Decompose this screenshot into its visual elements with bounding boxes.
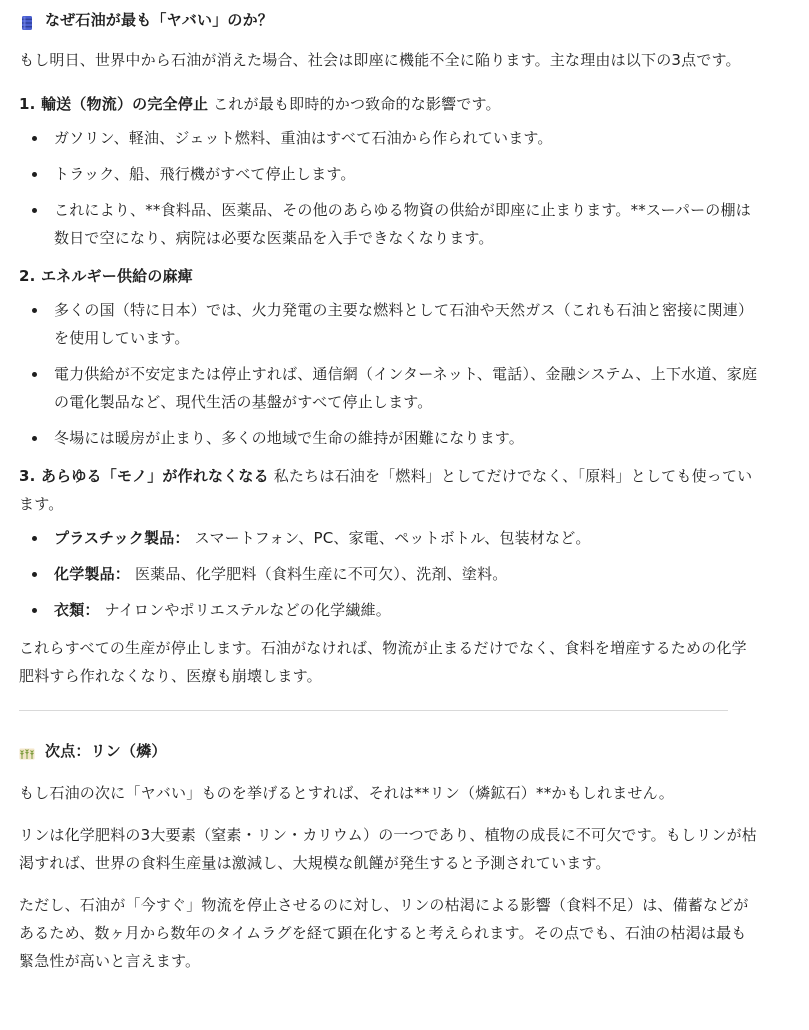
list-item-text: 医薬品、化学肥料（食料生産に不可欠）、洗剤、塗料。: [130, 565, 508, 583]
oil-drum-icon: [19, 12, 35, 28]
section-oil-heading: [19, 6, 759, 34]
list-item-text: これにより、**食料品、医薬品、その他のあらゆる物資の供給が即座に止まります。**スーパーの棚は数日で空になり、病院は必要な医薬品を入手できなくなります。: [54, 201, 751, 247]
intro-paragraph: もし明日、世界中から石油が消えた場合、社会は即座に機能不全に陥ります。主な理由は以下の3点です。: [19, 51, 741, 69]
list-item-text: 電力供給が不安定または停止すれば、通信網（インターネット、電話）、金融システム、上下水道、家庭の電化製品など、現代生活の基盤がすべて停止します。: [54, 365, 758, 411]
phosphorus-paragraph-2: リンは化学肥料の3大要素（窒素・リン・カリウム）の一つであり、植物の成長に不可欠です。もしリンが枯渇すれば、世界の食料生産量は激減し、大規模な飢饉が発生すると予測されています。: [19, 826, 757, 872]
list-item: [19, 424, 759, 452]
list-item-label: プラスチック製品：: [54, 529, 190, 547]
list-item-text: ナイロンやポリエステルなどの化学繊維。: [99, 601, 391, 619]
section-phosphorus-heading: [19, 737, 759, 765]
section-divider: [19, 710, 728, 711]
list-item-text: トラック、船、飛行機がすべて停止します。: [54, 165, 356, 183]
point-3-heading: [19, 462, 759, 518]
phosphorus-paragraph-3: ただし、石油が「今すぐ」物流を停止させるのに対し、リンの枯渇による影響（食料不足）は、備蓄などがあるため、数ヶ月から数年のタイムラグを経て顕在化すると考えられます。その点でも、石油の枯渇は最も緊急性が高いと言えます。: [19, 896, 749, 970]
list-item: [19, 596, 759, 624]
list-item-text: 多くの国（特に日本）では、火力発電の主要な燃料として石油や天然ガス（これも石油と密接に関連）を使用しています。: [54, 301, 754, 347]
list-item-label: 化学製品：: [54, 565, 131, 583]
list-item: [19, 560, 759, 588]
point-1-desc: これが最も即時的かつ致命的な影響です。: [208, 95, 501, 113]
point-1-title: 1. 輸送（物流）の完全停止: [19, 95, 209, 113]
conclusion-paragraph: これらすべての生産が停止します。石油がなければ、物流が止まるだけでなく、食料を増産するための化学肥料すら作れなくなり、医療も崩壊します。: [19, 639, 747, 685]
point-2-heading: [19, 262, 759, 290]
list-item-text: スマートフォン、PC、家電、ペットボトル、包装材など。: [189, 529, 591, 547]
list-item-text: ガソリン、軽油、ジェット燃料、重油はすべて石油から作られています。: [54, 129, 553, 147]
crop-field-icon: [19, 743, 35, 759]
list-item: [19, 524, 759, 552]
point-2-list: [19, 296, 759, 452]
phosphorus-paragraph-1: もし石油の次に「ヤバい」ものを挙げるとすれば、それは**リン（燐鉱石）**かもしれません。: [19, 784, 674, 802]
point-3-list: [19, 524, 759, 624]
point-3-desc: 私たちは石油を「燃料」としてだけでなく、「原料」としても使っています。: [19, 467, 753, 513]
list-item-text: 冬場には暖房が止まり、多くの地域で生命の維持が困難になります。: [54, 429, 525, 447]
list-item-label: 衣類：: [54, 601, 100, 619]
point-1-heading: [19, 90, 759, 118]
list-item: [19, 296, 759, 352]
list-item: [19, 124, 759, 152]
list-item: [19, 160, 759, 188]
document: [19, 0, 759, 975]
point-1-list: [19, 124, 759, 252]
point-2-title: 2. エネルギー供給の麻痺: [19, 267, 193, 285]
point-3-title: 3. あらゆる「モノ」が作れなくなる: [19, 467, 269, 485]
list-item: [19, 196, 759, 252]
section-phosphorus-title: 次点：リン（燐）: [45, 742, 167, 760]
list-item: [19, 360, 759, 416]
section-oil-title: なぜ石油が最も「ヤバい」のか？: [45, 11, 274, 29]
